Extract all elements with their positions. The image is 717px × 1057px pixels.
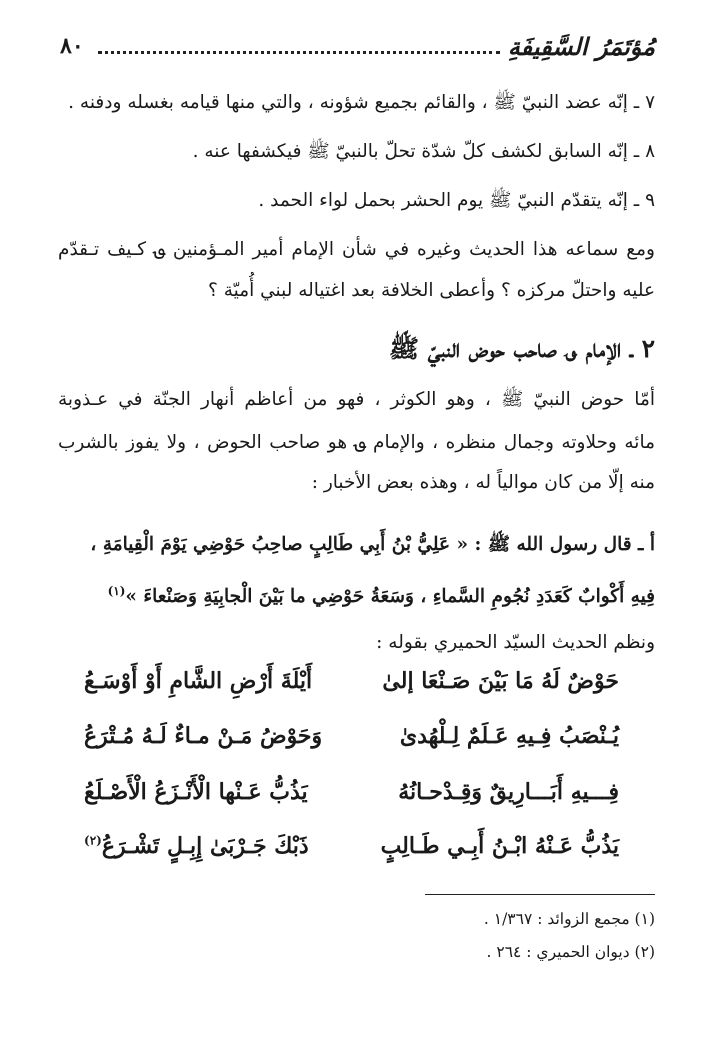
verse-second-hemistich	[60, 833, 360, 873]
page-number: ٨٠	[60, 33, 84, 59]
book-title: مُؤتَمَرُ السَّقِيفَةِ	[507, 31, 655, 61]
footnote-divider	[425, 894, 655, 895]
poem-verse	[60, 668, 659, 708]
verse-first-hemistich: يَذُبُّ عَـنْهُ ابْـنُ أَبِـي طَـالِبٍ	[380, 833, 619, 859]
footnote: (١) مجمع الزوائد : ١/٣٦٧ .	[483, 910, 655, 928]
text-line: عليه واحتلّ مركزه ؟ وأعطى الخلافة بعد اغتياله لبني أُميّة ؟	[208, 280, 655, 301]
header-dotted-rule	[98, 51, 500, 54]
verse-second-hemistich: يَذُبُّ عَـنْها الْأَنْـزَعُ الْأَصْـلَعُ	[84, 779, 308, 805]
verse-first-hemistich: يُـنْصَبُ فِـيهِ عَـلَمٌ لِـلْهُدىٰ	[399, 723, 619, 749]
verse-first-hemistich: حَوْضٌ لَهُ مَا بَيْنَ صَـنْعَا إلىٰ	[382, 668, 619, 694]
poem-intro: ونظم الحديث السيّد الحميري بقوله :	[376, 632, 655, 653]
poem-verse	[60, 723, 659, 763]
paragraph-line: مائه وحلاوته وجمال منظره ، والإمام ؈ هو صاحب الحوض ، ولا يفوز بالشرب	[58, 432, 655, 453]
page-header	[60, 26, 655, 66]
verse-text: ذَبْكَ جَـرْبَىٰ إِبِـلٍ تَشْـرَعُ	[101, 833, 309, 859]
poem-verse	[60, 779, 659, 819]
text-line: ٩ ـ إنّه يتقدّم النبيّ ﷺ يوم الحشر بحمل لواء الحمد .	[258, 190, 655, 211]
hadith-line	[58, 576, 655, 612]
verse-second-hemistich: أَيْلَةَ أَرْضِ الشَّامِ أَوْ أَوْسَـعُ	[84, 668, 313, 694]
verse-first-hemistich: فِـــيهِ أَبَـــارِيقٌ وَقِـدْحـانُهُ	[398, 779, 619, 805]
hadith-text: فِيهِ أَكْوابٌ كَعَدَدِ نُجُومِ السَّماءِ ، وَسَعَةُ حَوْضِي ما بَيْنَ الْجابِيَةِ وَصَنْعاءَ »	[125, 586, 655, 608]
section-heading: ٢ ـ الإمام ؈ صاحب حوض النبيّ ﷺ	[388, 334, 655, 363]
text-line: ٨ ـ إنّه السابق لكشف كلّ شدّة تحلّ بالنبيّ ﷺ فيكشفها عنه .	[192, 141, 655, 162]
footnote: (٢) ديوان الحميري : ٢٦٤ .	[486, 943, 655, 961]
text-line: ٧ ـ إنّه عضد النبيّ ﷺ ، والقائم بجميع شؤونه ، والتي منها قيامه بغسله ودفنه .	[68, 92, 655, 113]
footnote-marker: (٢)	[84, 833, 102, 848]
hadith-line: أ ـ قال رسول الله ﷺ : « عَلِيُّ بْنُ أَبِي طَالِبٍ صاحِبُ حَوْضِي يَوْمَ الْقِيامَةِ ،	[90, 534, 655, 555]
footnote-marker: (١)	[107, 584, 126, 598]
text-line: ومع سماعه هذا الحديث وغيره في شأن الإمام أمير المـؤمنين ؈ كـيف تـقدّم	[58, 239, 655, 260]
paragraph-line: أمّا حوض النبيّ ﷺ ، وهو الكوثر ، فهو من أعاظم أنهار الجنّة في عـذوبة	[58, 389, 655, 410]
poem-verse	[60, 833, 659, 873]
paragraph-line: منه إلّا من كان موالياً له ، وهذه بعض الأخبار :	[311, 472, 655, 493]
verse-second-hemistich: وَحَوْضُ مَـنْ مـاءٌ لَـهُ مُـتْرَعُ	[84, 723, 323, 749]
